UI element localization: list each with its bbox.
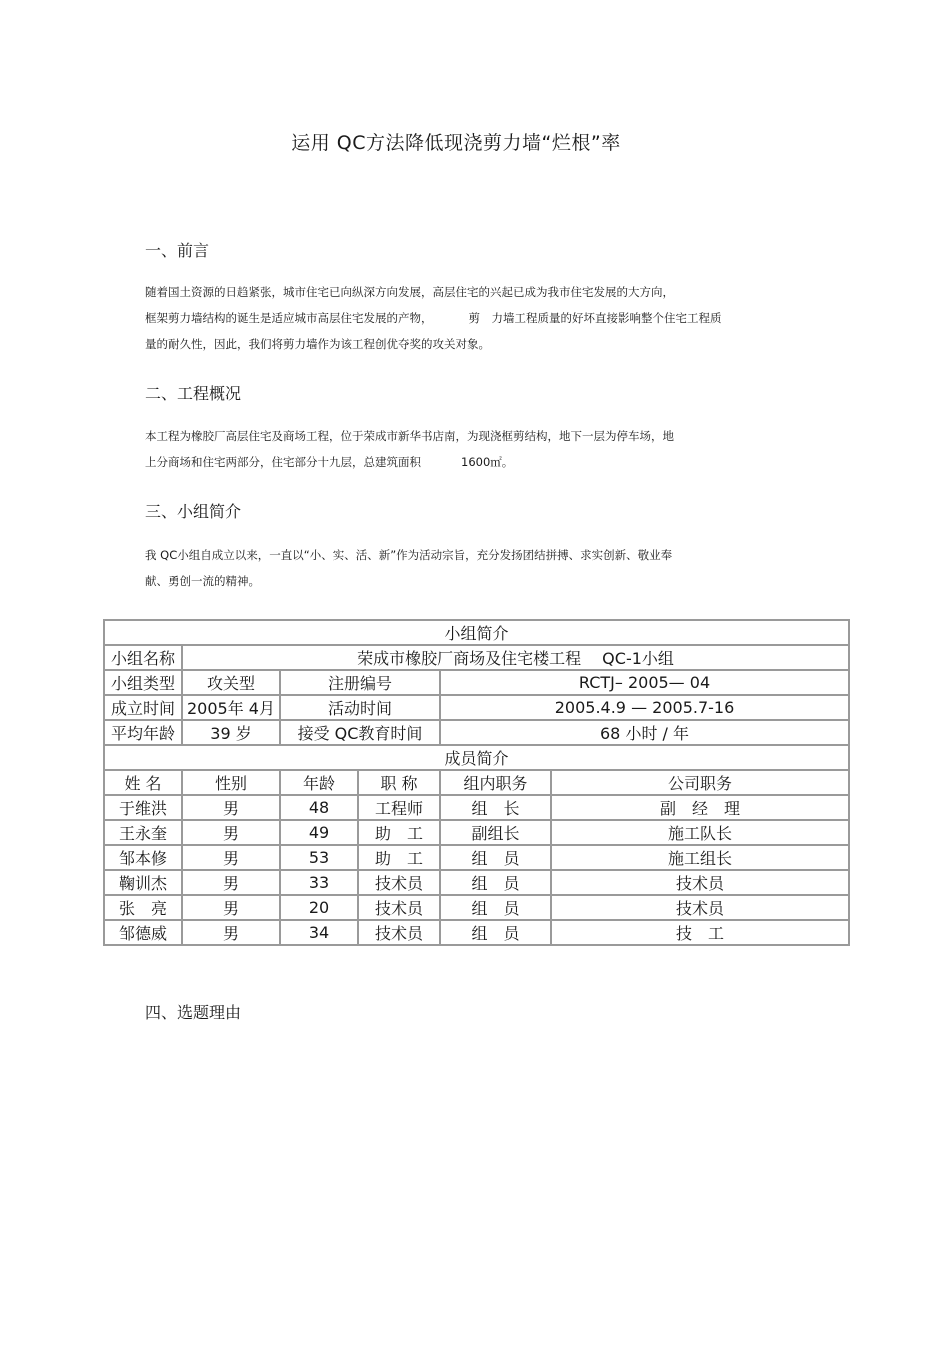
- member-company-role: 施工队长: [551, 820, 849, 845]
- training-time-value: 68 小时 / 年: [440, 720, 849, 745]
- members-caption: 成员简介: [104, 745, 849, 770]
- team-info-table: [103, 619, 850, 946]
- member-name: 鞠训杰: [104, 870, 182, 895]
- member-name: 邹德威: [104, 920, 182, 945]
- member-age: 34: [280, 920, 358, 945]
- member-age: 33: [280, 870, 358, 895]
- group-type-label: 小组类型: [104, 670, 182, 695]
- member-age: 53: [280, 845, 358, 870]
- member-company-role: 技术员: [551, 870, 849, 895]
- training-time-label: 接受 QC教育时间: [280, 720, 440, 745]
- table-row: [104, 820, 849, 845]
- text-line: 我 QC小组自成立以来，一直以“小、实、活、新”作为活动宗旨，充分发扬团结拼搏、求实创新、敬业奉: [145, 548, 673, 562]
- group-type-value: 攻关型: [182, 670, 280, 695]
- group-name-label: 小组名称: [104, 645, 182, 670]
- average-age-label: 平均年龄: [104, 720, 182, 745]
- text-line: 本工程为橡胶厂高层住宅及商场工程，位于荣成市新华书店南，为现浇框剪结构，地下一层为停车场，地: [145, 429, 674, 443]
- column-header: 职 称: [358, 770, 440, 795]
- member-group-role: 组 长: [440, 795, 551, 820]
- member-gender: 男: [182, 820, 280, 845]
- member-group-role: 组 员: [440, 920, 551, 945]
- section-heading-intro: 一、前言: [145, 241, 210, 260]
- member-group-role: 组 员: [440, 870, 551, 895]
- column-header: 组内职务: [440, 770, 551, 795]
- member-title: 技术员: [358, 870, 440, 895]
- member-company-role: 技 工: [551, 920, 849, 945]
- activity-period-value: 2005.4.9 — 2005.7-16: [440, 695, 849, 720]
- member-gender: 男: [182, 845, 280, 870]
- member-name: 邹本修: [104, 845, 182, 870]
- founded-value: 2005年 4月: [182, 695, 280, 720]
- member-title: 技术员: [358, 895, 440, 920]
- member-title: 助 工: [358, 845, 440, 870]
- member-group-role: 组 员: [440, 895, 551, 920]
- member-gender: 男: [182, 795, 280, 820]
- section-heading-team: 三、小组简介: [145, 502, 242, 521]
- document-title: 运用 QC方法降低现浇剪力墙“烂根”率: [291, 132, 621, 154]
- overview-paragraph: [145, 423, 795, 475]
- column-header: 年龄: [280, 770, 358, 795]
- member-company-role: 副 经 理: [551, 795, 849, 820]
- table-row: [104, 920, 849, 945]
- member-company-role: 施工组长: [551, 845, 849, 870]
- activity-period-label: 活动时间: [280, 695, 440, 720]
- text-line: 献、勇创一流的精神。: [145, 574, 260, 588]
- text-line: 量的耐久性，因此，我们将剪力墙作为该工程创优夺奖的攻关对象。: [145, 337, 490, 351]
- table-row: [104, 845, 849, 870]
- group-name-value: 荣成市橡胶厂商场及住宅楼工程 QC-1小组: [182, 645, 849, 670]
- member-title: 助 工: [358, 820, 440, 845]
- table-row: [104, 895, 849, 920]
- member-name: 张 亮: [104, 895, 182, 920]
- member-gender: 男: [182, 895, 280, 920]
- team-paragraph: [145, 542, 795, 594]
- member-title: 工程师: [358, 795, 440, 820]
- column-header: 性别: [182, 770, 280, 795]
- section-heading-topic-reason: 四、选题理由: [145, 1003, 242, 1022]
- registration-value: RCTJ– 2005— 04: [440, 670, 849, 695]
- member-name: 王永奎: [104, 820, 182, 845]
- intro-paragraph: [145, 279, 795, 357]
- member-group-role: 副组长: [440, 820, 551, 845]
- founded-label: 成立时间: [104, 695, 182, 720]
- table-row: [104, 870, 849, 895]
- member-title: 技术员: [358, 920, 440, 945]
- average-age-value: 39 岁: [182, 720, 280, 745]
- text-line: 随着国土资源的日趋紧张，城市住宅已向纵深方向发展，高层住宅的兴起已成为我市住宅发展的大方向，: [145, 285, 674, 299]
- table-caption: 小组简介: [104, 620, 849, 645]
- member-company-role: 技术员: [551, 895, 849, 920]
- registration-label: 注册编号: [280, 670, 440, 695]
- section-heading-overview: 二、工程概况: [145, 384, 242, 403]
- text-line: 框架剪力墙结构的诞生是适应城市高层住宅发展的产物， 剪 力墙工程质量的好坏直接影响整个住宅工程质: [145, 311, 722, 325]
- member-age: 20: [280, 895, 358, 920]
- member-group-role: 组 员: [440, 845, 551, 870]
- member-age: 49: [280, 820, 358, 845]
- member-age: 48: [280, 795, 358, 820]
- member-name: 于维洪: [104, 795, 182, 820]
- column-header: 姓 名: [104, 770, 182, 795]
- column-header: 公司职务: [551, 770, 849, 795]
- member-gender: 男: [182, 870, 280, 895]
- text-line: 上分商场和住宅两部分，住宅部分十九层，总建筑面积 1600㎡。: [145, 455, 514, 469]
- member-gender: 男: [182, 920, 280, 945]
- table-row: [104, 795, 849, 820]
